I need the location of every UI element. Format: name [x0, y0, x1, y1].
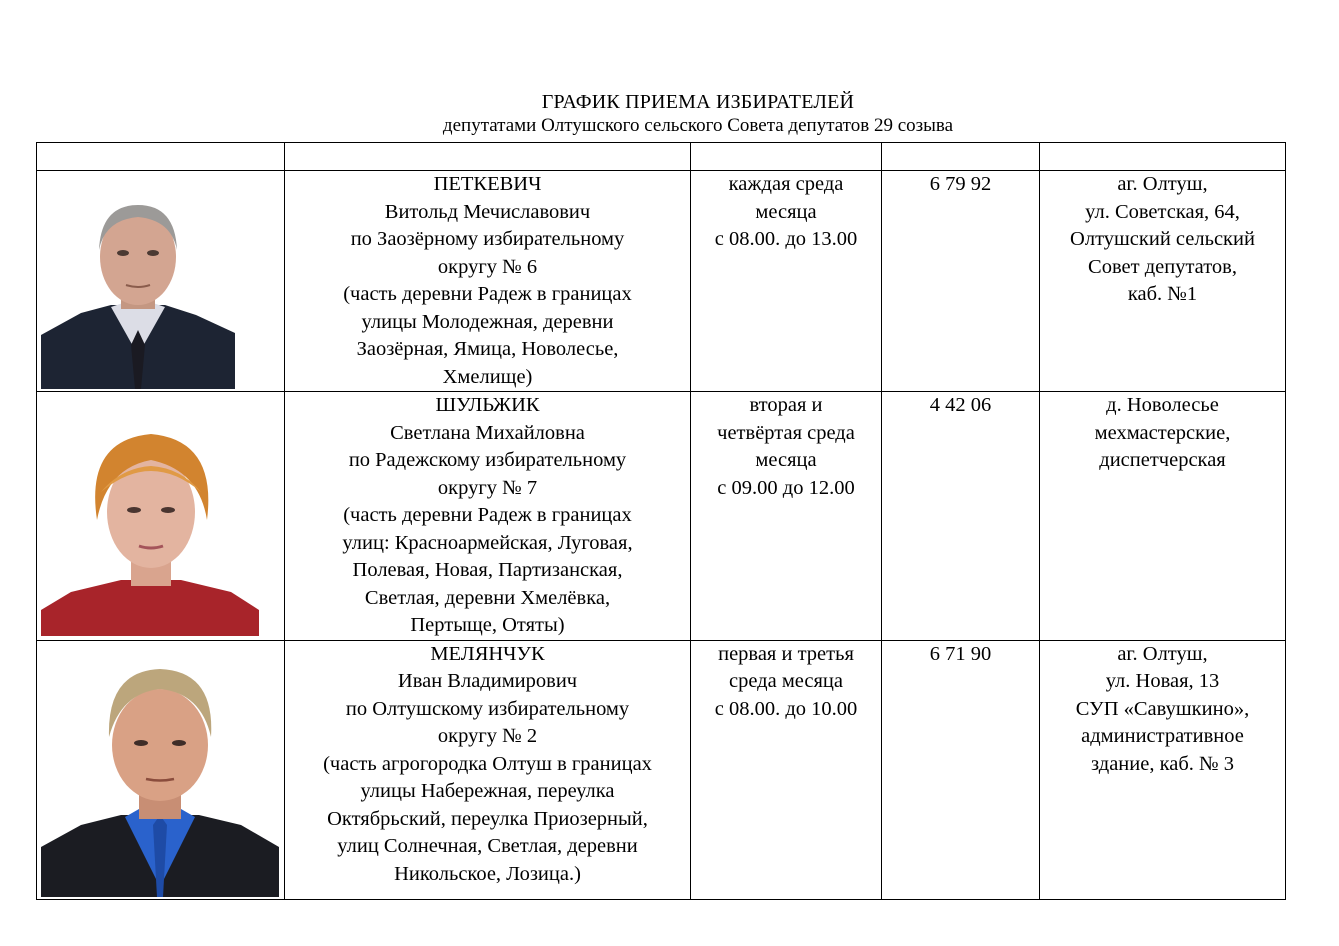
deputy-photo	[41, 657, 279, 897]
document-title: ГРАФИК ПРИЕМА ИЗБИРАТЕЛЕЙ	[541, 91, 855, 113]
district-line: Заозёрная, Ямица, Новолесье,	[356, 338, 619, 360]
district-line: Полевая, Новая, Партизанская,	[352, 559, 623, 581]
district-line: улиц: Красноармейская, Луговая,	[342, 531, 633, 554]
address-line: каб. №1	[1127, 283, 1198, 305]
table-row	[37, 392, 1286, 641]
deputy-cell	[285, 392, 691, 641]
photo-cell	[37, 392, 285, 641]
address-line: ул. Новая, 13	[1105, 670, 1220, 692]
schedule-line: месяца	[755, 449, 817, 471]
address-line: Олтушский сельский	[1070, 228, 1255, 250]
address-line: мехмастерские,	[1094, 421, 1231, 444]
photo-cell	[37, 171, 285, 392]
schedule-line: среда месяца	[728, 670, 843, 692]
deputy-full-name: Иван Владимирович	[397, 670, 578, 692]
address-line: аг. Олтуш,	[1117, 642, 1208, 665]
document-subtitle: депутатами Олтушского сельского Совета депутатов 29 созыва	[442, 115, 954, 136]
table-row	[37, 640, 1286, 899]
header-cell-schedule	[691, 143, 882, 171]
address-line: диспетчерская	[1099, 449, 1226, 471]
schedule-line: с 08.00. до 10.00	[714, 697, 858, 720]
table-row	[37, 171, 1286, 392]
district-line: Октябрьский, переулка Приозерный,	[327, 807, 648, 830]
schedule-cell	[691, 640, 882, 899]
photo-cell	[37, 640, 285, 899]
schedule-line: с 08.00. до 13.00	[714, 228, 858, 250]
schedule-cell	[691, 171, 882, 392]
phone-number: 6 71 90	[929, 642, 992, 665]
header-cell-deputy	[285, 143, 691, 171]
district-line: (часть деревни Радеж в границах	[343, 283, 632, 305]
deputy-cell	[285, 640, 691, 899]
address-line: д. Новолесье	[1106, 394, 1219, 416]
deputy-photo	[41, 420, 259, 636]
table-header-row	[37, 143, 1286, 171]
schedule-line: каждая среда	[728, 173, 844, 195]
district-line: (часть деревни Радеж в границах	[343, 504, 632, 526]
deputy-photo	[41, 195, 235, 389]
phone-number: 4 42 06	[929, 394, 992, 416]
schedule-line: четвёртая среда	[717, 421, 855, 444]
address-cell	[1040, 392, 1286, 641]
district-line: Пертыще, Отяты)	[410, 614, 565, 636]
district-line: по Олтушскому избирательному	[345, 697, 630, 720]
phone-cell	[882, 171, 1040, 392]
district-line: Никольское, Лозица.)	[394, 862, 581, 885]
deputy-full-name: Светлана Михайловна	[390, 421, 585, 444]
schedule-line: вторая и	[749, 394, 823, 416]
schedule-cell	[691, 392, 882, 641]
deputy-full-name: Витольд Мечиславович	[384, 200, 591, 223]
district-line: по Радежскому избирательному	[348, 449, 627, 471]
address-line: аг. Олтуш,	[1117, 173, 1208, 195]
district-line: улиц Солнечная, Светлая, деревни	[337, 835, 638, 857]
deputy-surname: МЕЛЯНЧУК	[430, 642, 545, 665]
district-line: Хмелище)	[442, 365, 533, 388]
phone-cell	[882, 640, 1040, 899]
deputy-surname: ШУЛЬЖИК	[435, 394, 540, 416]
district-line: (часть агрогородка Олтуш в границах	[323, 752, 652, 775]
address-cell	[1040, 171, 1286, 392]
document-header	[0, 90, 1339, 138]
address-cell	[1040, 640, 1286, 899]
deputy-surname: ПЕТКЕВИЧ	[433, 173, 542, 195]
address-line: административное	[1081, 725, 1244, 747]
schedule-line: с 09.00 до 12.00	[717, 476, 855, 499]
schedule-line: первая и третья	[718, 642, 854, 665]
district-line: по Заозёрному избирательному	[350, 228, 625, 250]
deputy-cell	[285, 171, 691, 392]
district-line: округу № 6	[437, 255, 538, 278]
reception-schedule-table	[36, 142, 1286, 900]
header-cell-phone	[882, 143, 1040, 171]
address-line: здание, каб. № 3	[1091, 752, 1234, 775]
header-cell-photo	[37, 143, 285, 171]
district-line: улицы Молодежная, деревни	[361, 310, 614, 333]
schedule-line: месяца	[755, 200, 817, 223]
address-line: СУП «Савушкино»,	[1075, 697, 1250, 720]
address-line: ул. Советская, 64,	[1085, 200, 1240, 223]
address-line: Совет депутатов,	[1088, 255, 1237, 278]
district-line: округу № 2	[437, 725, 538, 747]
phone-cell	[882, 392, 1040, 641]
district-line: Светлая, деревни Хмелёвка,	[364, 586, 611, 609]
district-line: округу № 7	[437, 476, 538, 499]
phone-number: 6 79 92	[929, 173, 992, 195]
header-cell-address	[1040, 143, 1286, 171]
district-line: улицы Набережная, переулка	[360, 780, 615, 802]
